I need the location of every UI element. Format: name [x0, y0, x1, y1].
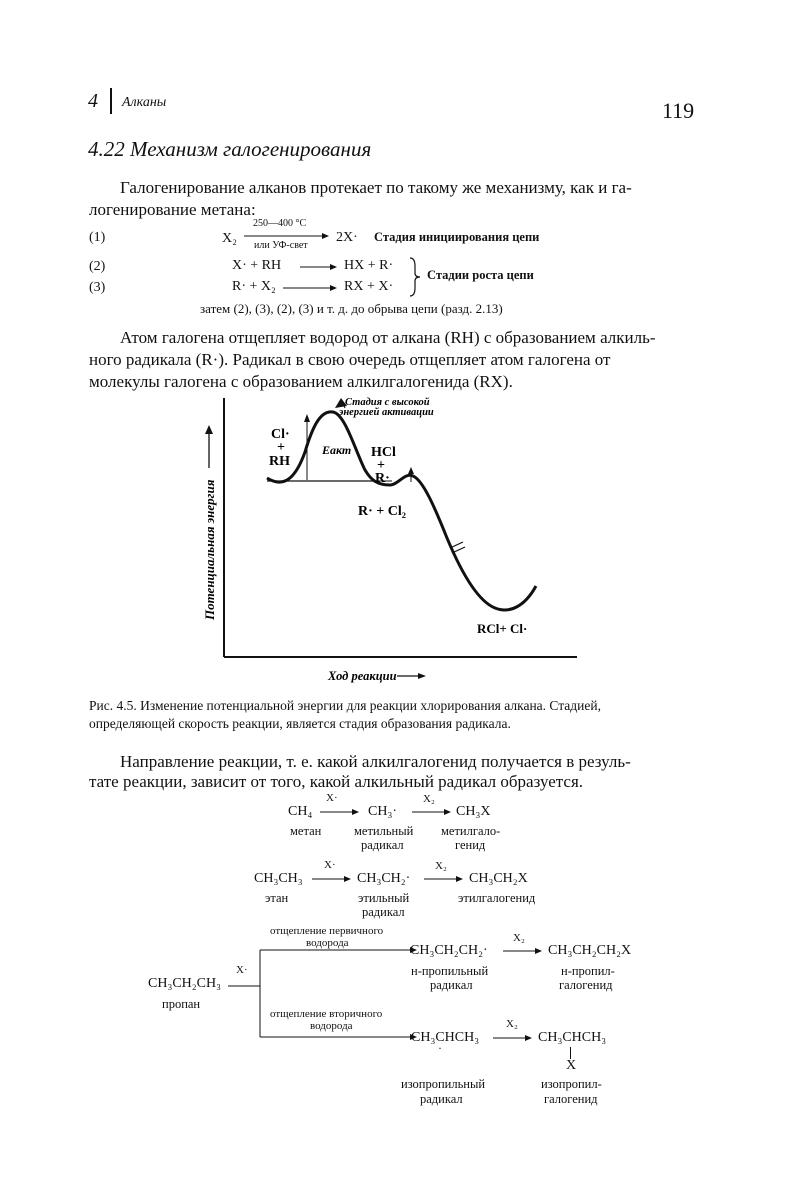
- methyl-radical-label-2: радикал: [361, 838, 404, 852]
- secondary-arrow-label: X₂: [506, 1018, 518, 1030]
- intermediate-hcl: HCl: [371, 445, 396, 460]
- chapter-number: 4: [88, 90, 98, 112]
- propagation-label: Стадии роста цепи: [427, 268, 534, 282]
- ethane-name: этан: [265, 891, 289, 905]
- ethyl-radical: CH₃CH₂·: [357, 871, 411, 886]
- propane-arrow-label: X·: [236, 964, 248, 976]
- ethyl-radical-label-1: этильный: [358, 891, 410, 905]
- intermediate-r: R·: [375, 471, 390, 486]
- ethyl-halide: CH₃CH₂X: [469, 871, 528, 886]
- isopropyl-radical: CH₃CHCH₃: [411, 1030, 480, 1045]
- step3-reactants: R· + X₂: [232, 279, 276, 294]
- intermediate-plus: +: [377, 458, 385, 473]
- n-propyl-halide-label-1: н-пропил-: [561, 964, 615, 978]
- methane-arrow2: [412, 808, 452, 816]
- page-number: 119: [662, 98, 695, 123]
- isopropyl-radical-label-2: радикал: [420, 1092, 463, 1106]
- y-axis-label: Потенциальная энергия: [202, 479, 217, 620]
- isopropyl-halide: CH₃CHCH₃: [538, 1030, 607, 1045]
- n-propyl-radical-label-2: радикал: [430, 978, 473, 992]
- isopropyl-halide-substituent: X: [566, 1058, 577, 1073]
- step1-arrow: [244, 232, 330, 240]
- para3-line-2: тате реакции, зависит от того, какой алкильный радикал образуется.: [89, 772, 584, 791]
- step1-label: Стадия инициирования цепи: [374, 230, 540, 244]
- figure-caption-line-2: определяющей скорость реакции, является стадия образования радикала.: [89, 716, 511, 731]
- secondary-arrow: [493, 1034, 533, 1042]
- para2-line-1: Атом галогена отщепляет водород от алкана (RH) с образованием алкиль-: [120, 328, 656, 347]
- primary-abstraction-label-1: отщепление первичного: [270, 925, 384, 937]
- methyl-halide-label-1: метилгало-: [441, 824, 501, 838]
- methyl-radical: CH₃·: [368, 804, 397, 819]
- secondary-abstraction-label-1: отщепление вторичного: [270, 1008, 383, 1020]
- step1-reactant: X₂: [222, 231, 237, 246]
- ethane-arrow2: [424, 875, 464, 883]
- methane-arrow2-label: X₂: [423, 793, 435, 805]
- intro-line-1: Галогенирование алканов протекает по такому же механизму, как и га-: [120, 178, 632, 197]
- methyl-halide: CH₃X: [456, 804, 491, 819]
- annotation-line-2: энергией активации: [339, 407, 434, 418]
- reactant-plus: +: [277, 440, 285, 455]
- intro-line-2: логенирование метана:: [89, 200, 256, 219]
- ethane-arrow2-label: X₂: [435, 860, 447, 872]
- ethyl-halide-label: этилгалогенид: [458, 891, 536, 905]
- propane-formula: CH₃CH₂CH₃: [148, 976, 221, 991]
- primary-abstraction-label-2: водорода: [306, 937, 349, 949]
- isopropyl-halide-label-2: галогенид: [544, 1092, 598, 1106]
- intermediate-rcl2: R· + Cl₂: [358, 504, 406, 519]
- methane-formula: CH₄: [288, 804, 313, 819]
- step1-number: (1): [89, 230, 106, 245]
- para2-line-2: ного радикала (R·). Радикал в свою очередь отщепляет атом галогена от: [89, 350, 611, 369]
- break-mark-1: [450, 542, 463, 548]
- eakt-arrowhead: [304, 414, 310, 422]
- step3-products: RX + X·: [344, 279, 394, 294]
- annotation-line-1: Стадия с высокой: [345, 397, 430, 408]
- x-label-arrowhead: [418, 673, 426, 679]
- ethyl-radical-label-2: радикал: [362, 905, 405, 919]
- step3-arrow: [283, 284, 338, 292]
- ethane-formula: CH₃CH₃: [254, 871, 303, 886]
- n-propyl-halide-label-2: галогенид: [559, 978, 613, 992]
- step2-arrow: [300, 263, 338, 271]
- break-mark-2: [452, 547, 465, 553]
- primary-arrow: [503, 947, 543, 955]
- propane-name: пропан: [162, 997, 201, 1011]
- n-propyl-radical-label-1: н-пропильный: [411, 964, 489, 978]
- para2-line-3: молекулы галогена с образованием алкилгалогенида (RX).: [89, 372, 513, 391]
- figure-caption-line-1: Рис. 4.5. Изменение потенциальной энергии для реакции хлорирования алкана. Стадией,: [89, 698, 601, 713]
- step1-condition-top: 250—400 °C: [253, 218, 307, 229]
- step3-number: (3): [89, 280, 106, 295]
- eakt-label: Eакт: [322, 443, 352, 457]
- step1-product: 2X·: [336, 230, 358, 245]
- n-propyl-radical: CH₃CH₂CH₂·: [410, 943, 488, 958]
- header-divider: [110, 88, 112, 114]
- isopropyl-radical-label-1: изопропильный: [401, 1077, 486, 1091]
- reactant-cl: Cl·: [271, 427, 290, 442]
- step2-reactants: X· + RH: [232, 258, 282, 273]
- energy-diagram: [195, 390, 595, 690]
- secondary-abstraction-label-2: водорода: [310, 1020, 353, 1032]
- section-title: 4.22 Механизм галогенирования: [88, 137, 372, 161]
- small-activation-arrowhead: [408, 467, 414, 474]
- isopropyl-halide-label-1: изопропил-: [541, 1077, 602, 1091]
- methyl-radical-label-1: метильный: [354, 824, 414, 838]
- methane-name: метан: [290, 824, 322, 838]
- primary-arrow-label: X₂: [513, 932, 525, 944]
- step2-products: HX + R·: [344, 258, 394, 273]
- propagation-brace: [408, 256, 422, 298]
- ethane-arrow1: [312, 875, 352, 883]
- methyl-halide-label-2: генид: [455, 838, 486, 852]
- step2-number: (2): [89, 259, 106, 274]
- step1-condition-bottom: или УФ-свет: [254, 240, 308, 251]
- y-label-arrowhead: [205, 425, 213, 434]
- methane-arrow1: [320, 808, 360, 816]
- reactant-rh: RH: [269, 454, 290, 469]
- radical-dot: ·: [438, 1041, 442, 1055]
- n-propyl-halide: CH₃CH₂CH₂X: [548, 943, 632, 958]
- x-axis-label: Ход реакции: [328, 669, 397, 683]
- para3-line-1: Направление реакции, т. е. какой алкилгалогенид получается в резуль-: [120, 752, 631, 771]
- product-label: RCl+ Cl·: [477, 621, 528, 636]
- chapter-title: Алканы: [122, 95, 167, 110]
- ethane-arrow1-label: X·: [324, 859, 336, 871]
- methane-arrow1-label: X·: [326, 792, 338, 804]
- mechanism-note: затем (2), (3), (2), (3) и т. д. до обрыва цепи (разд. 2.13): [200, 301, 503, 316]
